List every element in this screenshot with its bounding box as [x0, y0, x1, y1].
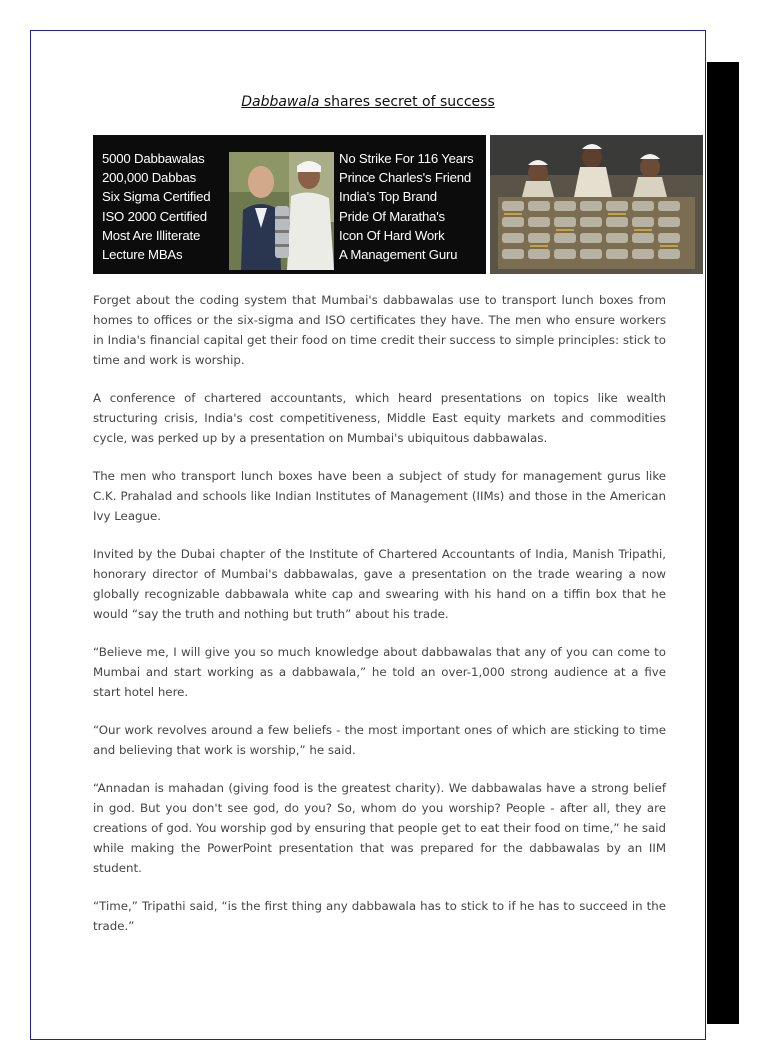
banner-fact: Prince Charles's Friend — [339, 170, 472, 186]
page-shadow — [707, 62, 739, 1024]
article-body — [93, 290, 666, 954]
prince-charles-photo — [229, 152, 334, 270]
article-paragraph: The men who transport lunch boxes have been a subject of study for management gurus like C.K. Prahalad and schools like Indian Institutes of Management (IIMs) and those in the American Ivy League. — [93, 469, 666, 523]
banner-facts-right — [339, 149, 473, 264]
article-title — [31, 94, 705, 110]
banner-fact: Pride Of Maratha's — [339, 208, 445, 224]
banner-fact: 5000 Dabbawalas — [102, 151, 205, 166]
title-italic: Dabbawala — [241, 94, 320, 110]
article-paragraph: “Annadan is mahadan (giving food is the greatest charity). We dabbawalas have a strong belief in god. But you don't see god, do you? So, whom do you worship? People - after all, they are creations of god. You worship god by ensuring that people get to eat their food on time,” he said while making the PowerPoint presentation that was prepared for the dabbawalas by an IIM student. — [93, 781, 666, 875]
article-paragraph: “Believe me, I will give you so much knowledge about dabbawalas that any of you can come to Mumbai and start working as a dabbawala,” he told an over-1,000 strong audience at a five start hotel here. — [93, 645, 666, 699]
article-paragraph: Invited by the Dubai chapter of the Institute of Chartered Accountants of India, Manish Tripathi, honorary director of Mumbai's dabbawalas, gave a presentation on the trade wearing a now globally recognizable dabbawala white cap and swearing with his hand on a tiffin box that he would “say the truth and nothing but truth” about his trade. — [93, 547, 666, 621]
banner-fact: Six Sigma Certified — [102, 189, 211, 205]
banner-fact: 200,000 Dabbas — [102, 170, 196, 186]
document-page — [30, 30, 706, 1040]
banner-fact: Lecture MBAs — [102, 247, 183, 263]
banner-fact: No Strike For 116 Years — [339, 151, 474, 166]
banner-fact: Most Are Illiterate — [102, 227, 201, 243]
article-paragraph: “Time,” Tripathi said, “is the first thing any dabbawala has to stick to if he has to succeed in the trade.” — [93, 899, 666, 933]
article-paragraph: A conference of chartered accountants, which heard presentations on topics like wealth structuring crisis, India's cost competitiveness, Middle East equity markets and commodities cycle, was perked up by a presentation on Mumbai's ubiquitous dabbawalas. — [93, 391, 666, 445]
title-rest: shares secret of success — [319, 94, 495, 110]
banner-fact: ISO 2000 Certified — [102, 208, 207, 224]
banner-fact: A Management Guru — [339, 247, 458, 263]
banner-fact: Icon Of Hard Work — [339, 227, 445, 243]
banner-facts-left — [102, 149, 210, 264]
article-paragraph: Forget about the coding system that Mumbai's dabbawalas use to transport lunch boxes from homes to offices or the six-sigma and ISO certificates they have. The men who ensure workers in India's financial capital get their food on time credit their success to simple principles: stick to time and work is worship. — [93, 293, 666, 367]
article-paragraph: “Our work revolves around a few beliefs - the most important ones of which are sticking to time and believing that work is worship,” he said. — [93, 723, 666, 757]
dabbawalas-cart-photo — [490, 135, 703, 274]
banner-fact: India's Top Brand — [339, 189, 437, 205]
facts-banner — [93, 135, 486, 274]
